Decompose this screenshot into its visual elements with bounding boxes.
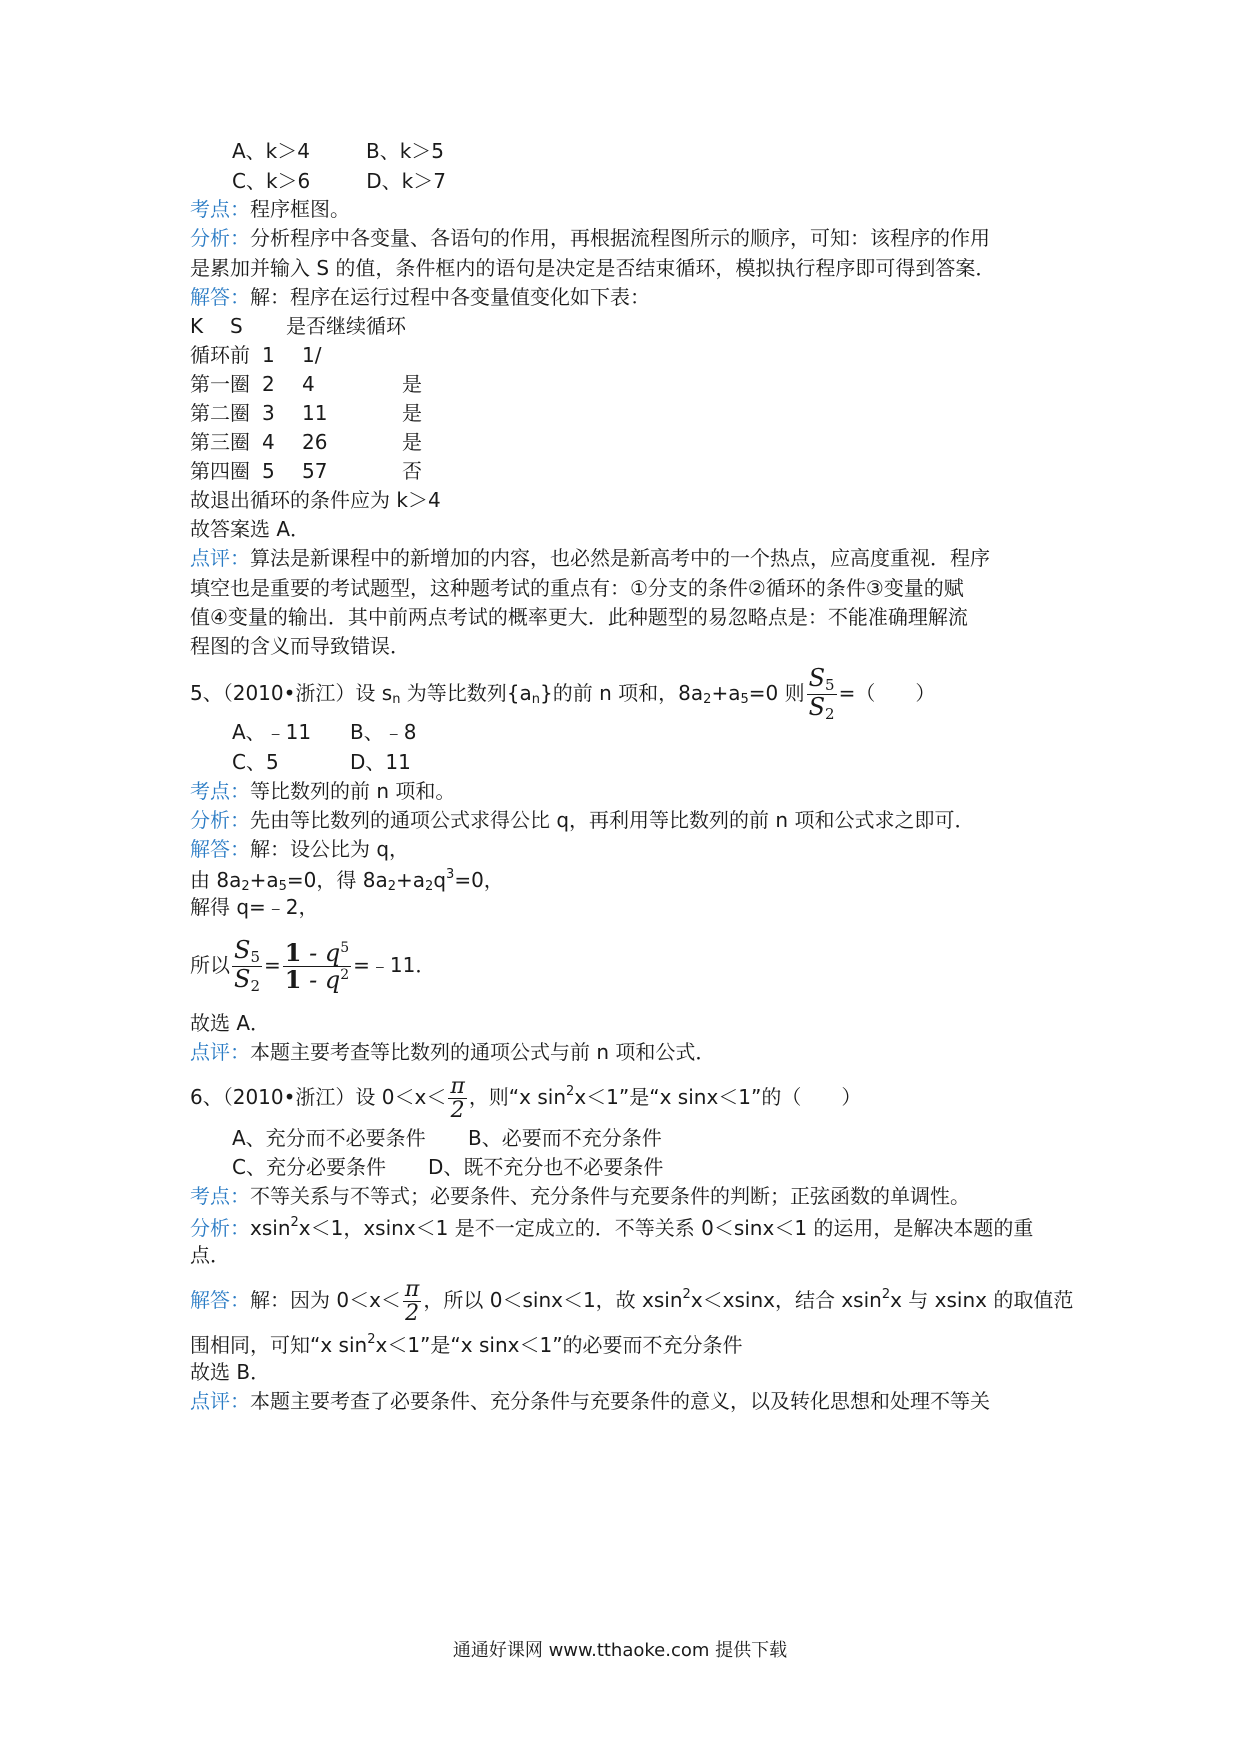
q6-option-a: A、充分而不必要条件 xyxy=(232,1126,426,1150)
step-text: 由 8a xyxy=(190,868,242,892)
kaodian-text: 等比数列的前 n 项和。 xyxy=(250,779,456,803)
subscript: n xyxy=(531,691,541,707)
superscript: 2 xyxy=(881,1287,891,1303)
table-row xyxy=(190,432,422,452)
q5-options-row-2 xyxy=(232,752,411,772)
q6-conclusion: 故选 B． xyxy=(190,1360,271,1384)
fenxi-label: 分析： xyxy=(190,1216,250,1240)
row-continue: 是 xyxy=(402,401,422,425)
row-k: 2 xyxy=(262,372,275,396)
q5-option-c: C、5 xyxy=(232,750,279,774)
row-s: 4 xyxy=(302,372,315,396)
q5-stem-text: =0 则 xyxy=(748,680,805,705)
row-label: 第四圈 xyxy=(190,459,250,483)
jieda-text: 解：因为 0＜x＜ xyxy=(250,1288,401,1313)
fenxi-text: x＜1，xsinx＜1 是不一定成立的．不等关系 0＜sinx＜1 的运用，是解决本题的重 xyxy=(298,1216,1034,1240)
table-header-k: K xyxy=(190,314,204,338)
q4-option-a: A、k＞4 xyxy=(232,139,310,163)
q5-option-a: A、﹣11 xyxy=(232,720,312,744)
kaodian-text: 程序框图。 xyxy=(250,197,350,221)
q4-options-row-1 xyxy=(232,141,444,161)
q5-dianping xyxy=(190,1042,715,1062)
page-footer: 通通好课网 www.tthaoke.com 提供下载 xyxy=(452,1640,788,1661)
q5-step-1 xyxy=(190,868,504,893)
table-header-continue: 是否继续循环 xyxy=(286,314,406,338)
q4-option-c: C、k＞6 xyxy=(232,169,311,193)
q5-stem xyxy=(190,666,935,723)
subscript: 5 xyxy=(740,691,749,707)
subscript: 2 xyxy=(241,879,250,894)
q5-option-d: D、11 xyxy=(350,750,411,774)
fenxi-text: 先由等比数列的通项公式求得公比 q，再利用等比数列的前 n 项和公式求之即可． xyxy=(250,808,975,832)
dianping-label: 点评： xyxy=(190,546,250,570)
math-s: S xyxy=(808,664,826,692)
q4-conclusion-1: 故退出循环的条件应为 k＞4 xyxy=(190,488,441,512)
q6-option-d: D、既不充分也不必要条件 xyxy=(428,1155,664,1179)
table-header xyxy=(190,316,406,336)
math-one: 1 xyxy=(284,937,302,967)
q4-kaodian xyxy=(190,199,350,219)
q6-stem-text: 6、（2010•浙江）设 0＜x＜ xyxy=(190,1085,447,1110)
subscript: 2 xyxy=(425,879,434,894)
q5-stem-text: }的前 n 项和，8a xyxy=(540,680,704,705)
row-label: 第三圈 xyxy=(190,430,250,454)
kaodian-text: 不等关系与不等式；必要条件、充分条件与充要条件的判断；正弦函数的单调性。 xyxy=(250,1184,970,1208)
math-s: S xyxy=(234,936,251,964)
subscript: 5 xyxy=(825,676,835,694)
q6-option-c: C、充分必要条件 xyxy=(232,1155,386,1179)
math-q: - q xyxy=(301,965,341,994)
jieda-text: ，所以 0＜sinx＜1，故 xsin xyxy=(423,1288,683,1313)
row-k: 4 xyxy=(262,430,275,454)
q4-dianping-line3: 值④变量的输出．其中前两点考试的概率更大．此种题型的易忽略点是：不能准确理解流 xyxy=(190,605,968,629)
q5-step-2: 解得 q=﹣2， xyxy=(190,895,319,919)
superscript: 2 xyxy=(367,1332,376,1347)
q6-dianping xyxy=(190,1391,990,1411)
table-header-s: S xyxy=(230,314,243,338)
row-continue: 是 xyxy=(402,430,422,454)
jieda-label: 解答： xyxy=(190,837,250,861)
row-label: 第二圈 xyxy=(190,401,250,425)
math-one: 1 xyxy=(284,964,302,994)
fraction-sum-formula xyxy=(283,937,351,994)
math-s: S xyxy=(808,692,826,721)
subscript: 5 xyxy=(250,948,260,966)
math-s: S xyxy=(234,964,251,993)
step-text: +a xyxy=(396,868,426,892)
superscript: 2 xyxy=(682,1287,691,1303)
step-text: +a xyxy=(249,868,279,892)
subscript: n xyxy=(392,691,401,707)
q4-dianping xyxy=(190,548,990,568)
fraction-s5-s2 xyxy=(232,938,262,995)
table-row xyxy=(190,374,422,394)
superscript: 2 xyxy=(566,1084,575,1100)
jieda-text: 解：设公比为 q， xyxy=(250,837,410,861)
q5-jieda xyxy=(190,839,409,859)
q6-stem-text: x＜1”是“x sinx＜1”的（ ） xyxy=(574,1085,862,1110)
q5-stem-text: 为等比数列{a xyxy=(400,680,532,705)
subscript: 5 xyxy=(278,879,287,894)
fenxi-text: 分析程序中各变量、各语句的作用，再根据流程图所示的顺序，可知：该程序的作用 xyxy=(250,226,990,250)
math-pi: π xyxy=(450,1074,465,1099)
q6-fenxi-line2: 点． xyxy=(190,1243,230,1267)
subscript: 2 xyxy=(825,704,835,723)
q4-dianping-line4: 程图的含义而导致错误． xyxy=(190,634,410,658)
q5-stem-text: 5、（2010•浙江）设 s xyxy=(190,680,393,705)
q6-options-row-2 xyxy=(232,1157,663,1177)
fraction-s5-s2 xyxy=(807,666,837,723)
row-s: 57 xyxy=(302,459,328,483)
jieda-label: 解答： xyxy=(190,1288,250,1313)
superscript: 3 xyxy=(446,867,455,882)
math-q: - q xyxy=(301,938,341,967)
jieda-label: 解答： xyxy=(190,285,250,309)
step-text: =﹣11． xyxy=(353,952,436,977)
q6-option-b: B、必要而不充分条件 xyxy=(468,1126,662,1150)
q5-fenxi xyxy=(190,810,974,830)
dianping-text: 算法是新课程中的新增加的内容，也必然是新高考中的一个热点，应高度重视．程序 xyxy=(250,546,990,570)
step-text: q xyxy=(433,868,447,892)
subscript: 2 xyxy=(387,879,397,894)
fraction-pi-over-2 xyxy=(448,1075,466,1122)
subscript: 2 xyxy=(703,691,712,707)
q6-fenxi xyxy=(190,1216,1033,1238)
row-label: 第一圈 xyxy=(190,372,250,396)
q5-options-row-1 xyxy=(232,722,416,742)
fenxi-label: 分析： xyxy=(190,808,250,832)
row-s: 26 xyxy=(302,430,328,454)
q5-kaodian xyxy=(190,781,455,801)
step-text: 所以 xyxy=(190,952,230,977)
row-k: 1 xyxy=(262,343,275,367)
q6-kaodian xyxy=(190,1186,970,1206)
dianping-text: 本题主要考查等比数列的通项公式与前 n 项和公式． xyxy=(250,1040,716,1064)
superscript: 2 xyxy=(340,966,350,983)
row-s: 11 xyxy=(302,401,328,425)
q6-jieda xyxy=(190,1278,1073,1325)
fenxi-text: xsin xyxy=(250,1216,291,1240)
q4-fenxi-line2: 是累加并输入 S 的值，条件框内的语句是决定是否结束循环，模拟执行程序即可得到答案． xyxy=(190,256,996,280)
kaodian-label: 考点： xyxy=(190,779,250,803)
row-label: 循环前 xyxy=(190,343,250,367)
q6-stem-text: ，则“x sin xyxy=(468,1085,567,1110)
q5-conclusion: 故选 A． xyxy=(190,1011,271,1035)
jieda-text: 围相同，可知“x sin xyxy=(190,1333,368,1357)
q4-jieda xyxy=(190,287,650,307)
q6-jieda-line2 xyxy=(190,1333,743,1355)
table-row xyxy=(190,345,402,365)
dianping-text: 本题主要考查了必要条件、充分条件与充要条件的意义，以及转化思想和处理不等关 xyxy=(250,1389,990,1413)
jieda-text: x＜xsinx，结合 xsin xyxy=(690,1288,882,1313)
row-continue: 是 xyxy=(402,372,422,396)
q4-dianping-line2: 填空也是重要的考试题型，这种题考试的重点有：①分支的条件②循环的条件③变量的赋 xyxy=(190,576,964,600)
q5-option-b: B、﹣8 xyxy=(350,720,417,744)
jieda-text: x＜1”是“x sinx＜1”的必要而不充分条件 xyxy=(375,1333,743,1357)
fraction-pi-over-2 xyxy=(403,1278,421,1325)
step-text: =0， xyxy=(454,868,504,892)
dianping-label: 点评： xyxy=(190,1040,250,1064)
superscript: 2 xyxy=(290,1215,299,1230)
math-two: 2 xyxy=(450,1098,465,1124)
q4-option-b: B、k＞5 xyxy=(366,139,445,163)
kaodian-label: 考点： xyxy=(190,197,250,221)
q4-conclusion-2: 故答案选 A． xyxy=(190,517,311,541)
jieda-text: 解：程序在运行过程中各变量值变化如下表： xyxy=(250,285,650,309)
q4-options-row-2 xyxy=(232,171,446,191)
q5-stem-text: =（ ） xyxy=(838,680,936,705)
row-k: 5 xyxy=(262,459,275,483)
fenxi-label: 分析： xyxy=(190,226,250,250)
math-two: 2 xyxy=(405,1301,420,1327)
subscript: 2 xyxy=(250,976,260,995)
table-row xyxy=(190,403,422,423)
kaodian-label: 考点： xyxy=(190,1184,250,1208)
superscript: 5 xyxy=(340,939,350,956)
row-k: 3 xyxy=(262,401,275,425)
q6-stem xyxy=(190,1075,861,1122)
q5-step-3: 所以 $\frac{S5}{S2}$ = $\frac{1 - q^5}{1 - q^2}$ =﹣11． xyxy=(190,936,436,995)
q4-option-d: D、k＞7 xyxy=(366,169,446,193)
jieda-text: x 与 xsinx 的取值范 xyxy=(890,1288,1074,1313)
row-s: 1/ xyxy=(302,343,322,367)
dianping-label: 点评： xyxy=(190,1389,250,1413)
step-text: =0，得 8a xyxy=(286,868,388,892)
q4-fenxi xyxy=(190,228,990,248)
math-pi: π xyxy=(404,1277,420,1302)
q5-stem-text: +a xyxy=(711,680,741,705)
table-row xyxy=(190,461,422,481)
q6-options-row-1 xyxy=(232,1128,662,1148)
row-continue: 否 xyxy=(402,459,422,483)
